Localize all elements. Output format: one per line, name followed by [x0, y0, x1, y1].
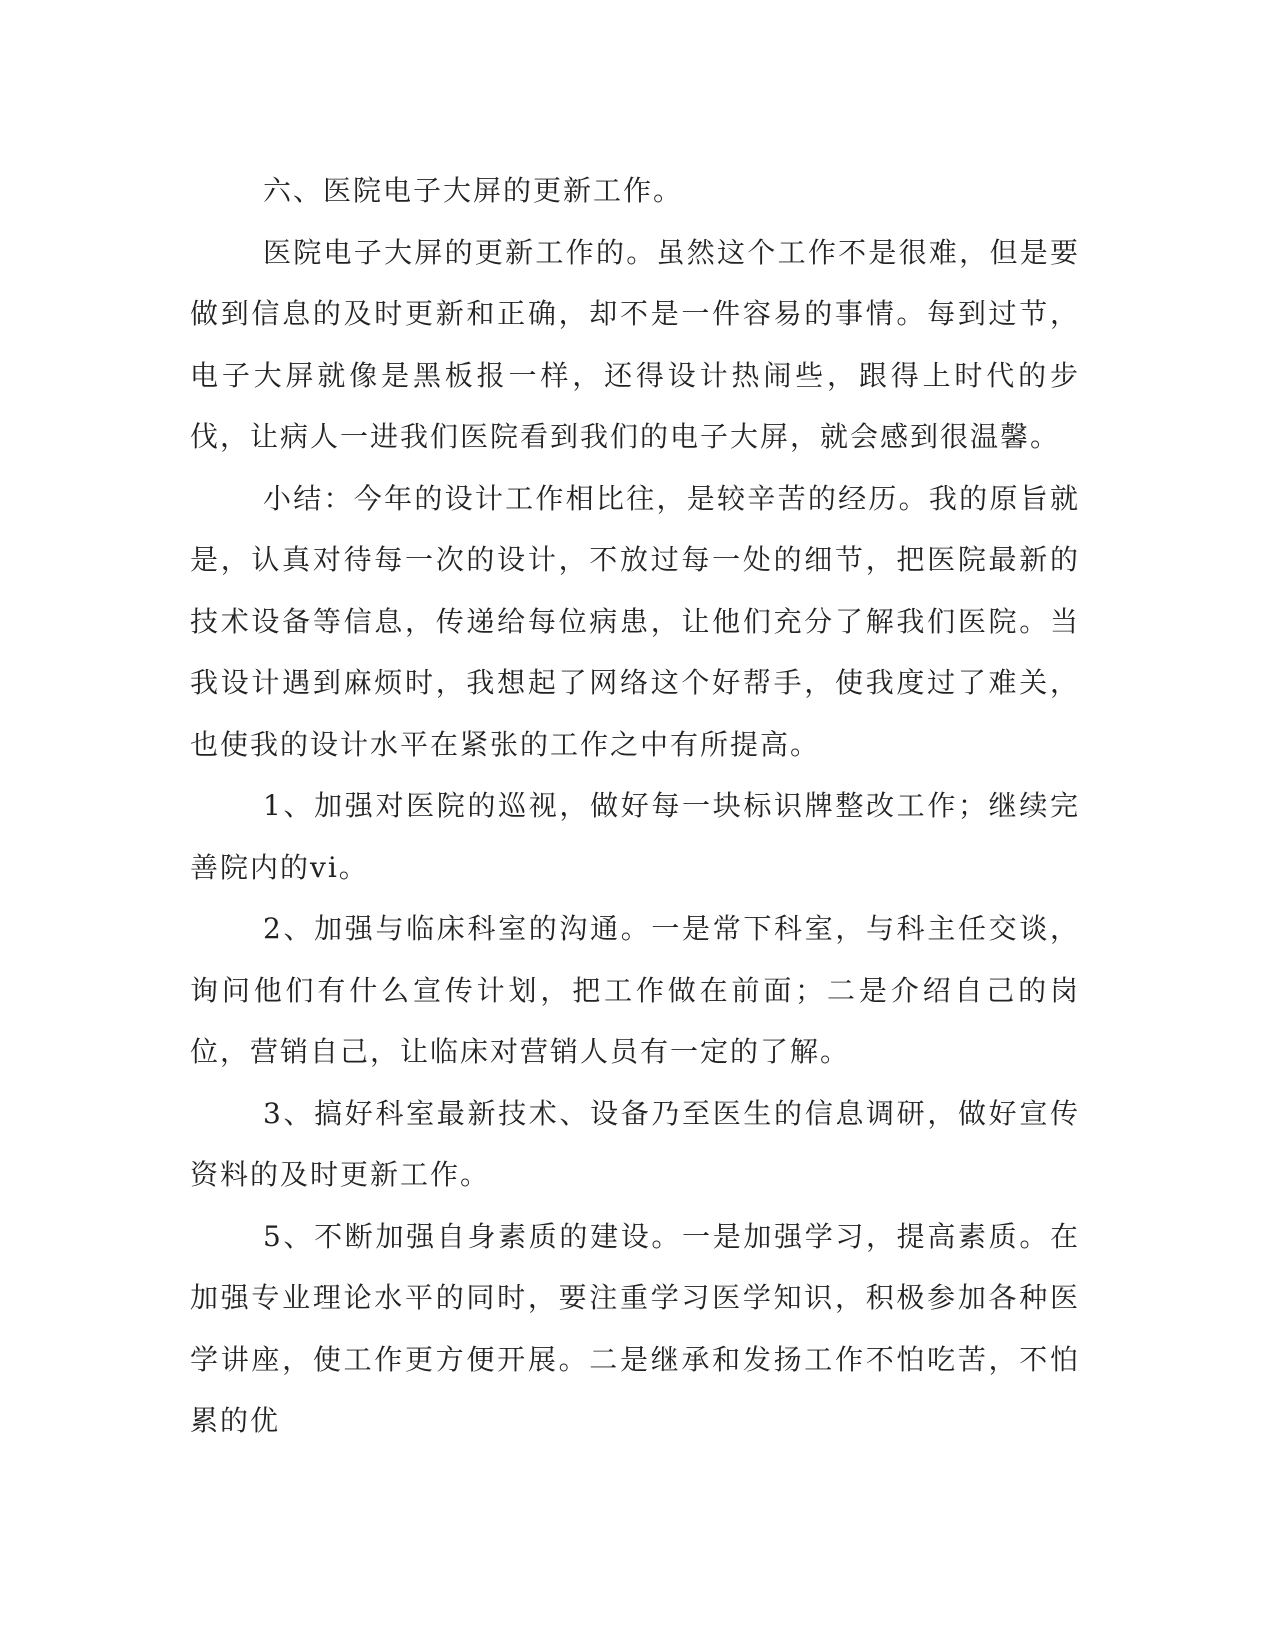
document-body	[190, 160, 1080, 1452]
paragraph-item-3: 3、搞好科室最新技术、设备乃至医生的信息调研，做好宣传资料的及时更新工作。	[190, 1096, 1080, 1191]
paragraph-section-heading: 六、医院电子大屏的更新工作。	[263, 174, 684, 207]
paragraph-item-1: 1、加强对医院的巡视，做好每一块标识牌整改工作；继续完善院内的vi。	[190, 789, 1080, 884]
paragraph-item-2: 2、加强与临床科室的沟通。一是常下科室，与科主任交谈，询问他们有什么宣传计划，把工作做在前面；二是介绍自己的岗位，营销自己，让临床对营销人员有一定的了解。	[190, 912, 1080, 1068]
paragraph-screen-update: 医院电子大屏的更新工作的。虽然这个工作不是很难，但是要做到信息的及时更新和正确，却不是一件容易的事情。每到过节，电子大屏就像是黑板报一样，还得设计热闹些，跟得上时代的步伐，让病人一进我们医院看到我们的电子大屏，就会感到很温馨。	[190, 235, 1080, 453]
paragraph-item-5: 5、不断加强自身素质的建设。一是加强学习，提高素质。在加强专业理论水平的同时，要注重学习医学知识，积极参加各种医学讲座，使工作更方便开展。二是继承和发扬工作不怕吃苦，不怕累的优	[190, 1219, 1080, 1437]
paragraph-summary: 小结：今年的设计工作相比往，是较辛苦的经历。我的原旨就是，认真对待每一次的设计，不放过每一处的细节，把医院最新的技术设备等信息，传递给每位病患，让他们充分了解我们医院。当我设计遇到麻烦时，我想起了网络这个好帮手，使我度过了难关，也使我的设计水平在紧张的工作之中有所提高。	[190, 481, 1080, 761]
